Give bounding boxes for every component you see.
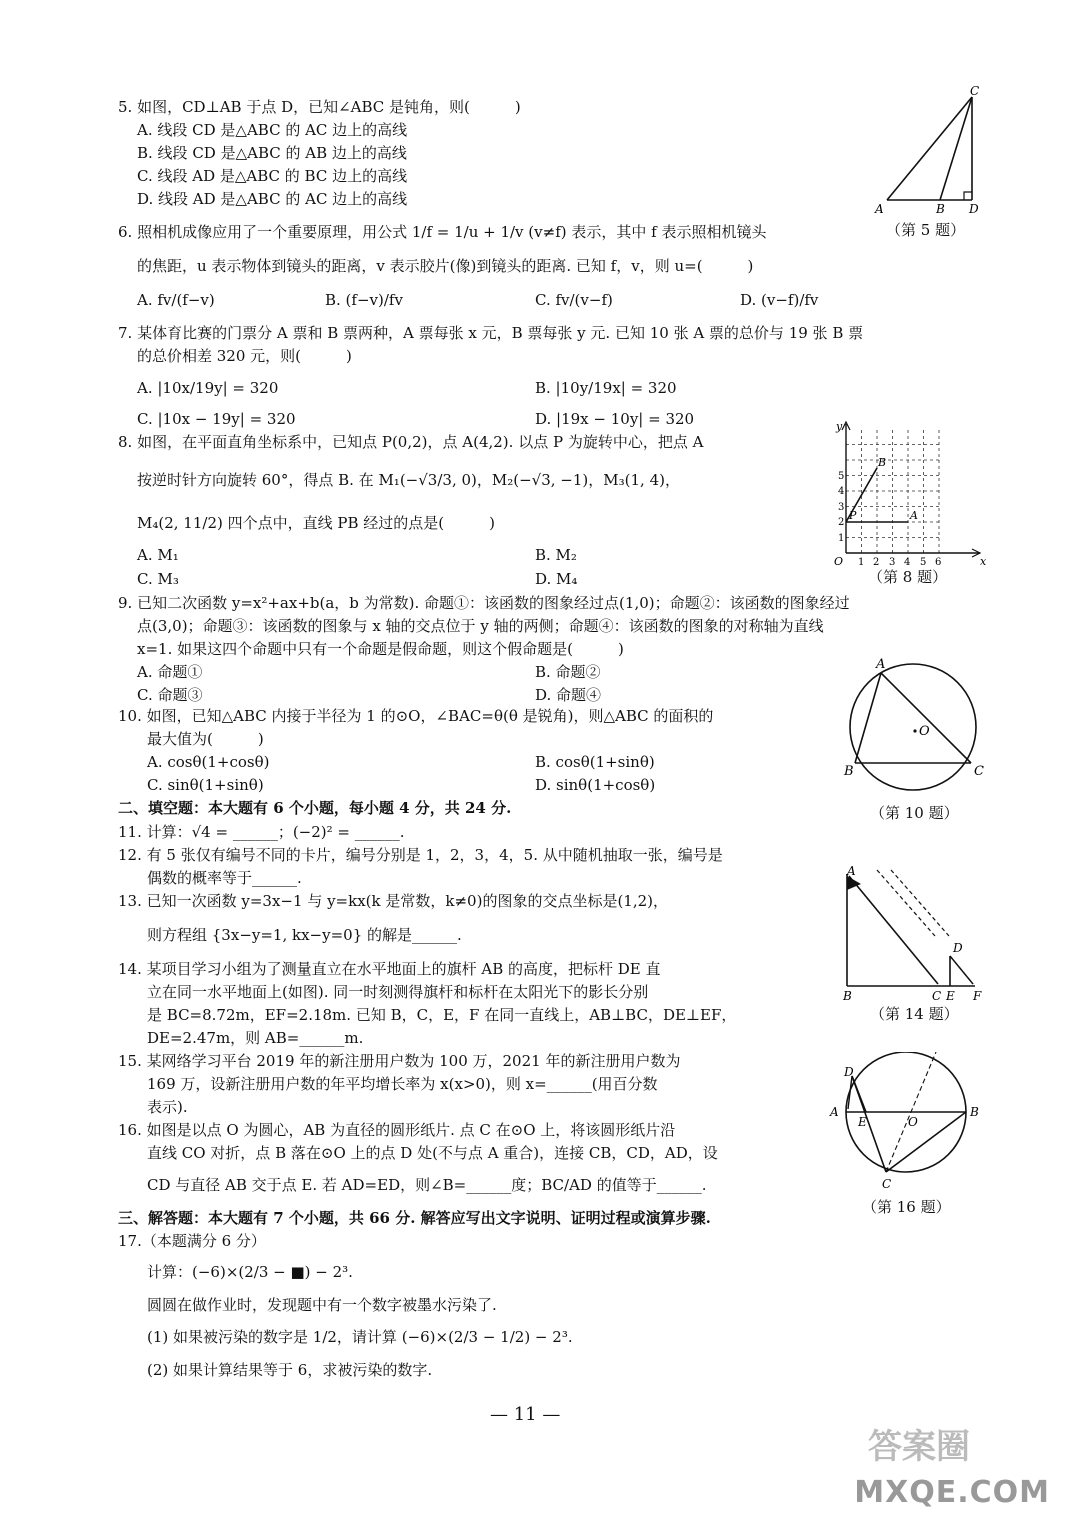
fig8-ytick-4: 4	[838, 486, 845, 497]
fig14-label-c: C	[932, 989, 942, 1003]
figure-10-caption: （第 10 题）	[870, 804, 959, 822]
q8-stem-cont2: M₄(2, 11/2) 四个点中，直线 PB 经过的点是( )	[137, 514, 495, 532]
fig16-label-e: E	[858, 1115, 867, 1129]
fig14-label-a: A	[847, 866, 856, 878]
q6-option-a: A. fv/(f−v)	[137, 291, 215, 309]
figure-10-circle	[838, 655, 993, 795]
q17-context: 圆圆在做作业时，发现题中有一个数字被墨水污染了.	[147, 1296, 497, 1314]
q8-stem-cont: 按逆时针方向旋转 60°，得点 B. 在 M₁(−√3/3, 0)，M₂(−√3, −1)，M₃(1, 4)，	[137, 471, 680, 489]
fig14-label-e: E	[946, 989, 955, 1003]
q5-option-a: A. 线段 CD 是△ABC 的 AC 边上的高线	[137, 121, 408, 139]
fig10-label-a: A	[876, 657, 886, 672]
fig8-axis-y: y	[836, 420, 843, 433]
fig10-label-b: B	[844, 764, 854, 779]
q10-option-d: D. sinθ(1+cosθ)	[535, 776, 656, 794]
fig5-label-a: A	[875, 202, 884, 216]
fig8-xtick-1: 1	[858, 557, 865, 566]
fig8-xtick-6: 6	[935, 557, 942, 566]
section-3-heading: 三、解答题：本大题有 7 个小题，共 66 分. 解答应写出文字说明、证明过程或演算步骤.	[118, 1209, 711, 1227]
fig10-label-c: C	[974, 764, 984, 779]
q16-stem: 16. 如图是以点 O 为圆心，AB 为直径的圆形纸片. 点 C 在⊙O 上，将该圆形纸片沿	[118, 1121, 676, 1139]
figure-8-coordinate-plane	[830, 418, 990, 566]
q12-stem-cont: 偶数的概率等于______.	[147, 869, 302, 887]
q6-option-c: C. fv/(v−f)	[535, 291, 613, 309]
fig8-ytick-1: 1	[838, 533, 845, 544]
fig16-label-b: B	[970, 1105, 979, 1119]
q9-option-c: C. 命题③	[137, 686, 203, 704]
q17-part-2: (2) 如果计算结果等于 6，求被污染的数字.	[147, 1361, 433, 1379]
q5-option-d: D. 线段 AD 是△ABC 的 AC 边上的高线	[137, 190, 408, 208]
q14-stem-cont: 立在同一水平地面上(如图). 同一时刻测得旗杆和标杆在太阳光下的影长分别	[147, 983, 649, 1001]
q5-option-c: C. 线段 AD 是△ABC 的 BC 边上的高线	[137, 167, 408, 185]
q10-option-a: A. cosθ(1+cosθ)	[147, 753, 270, 771]
q17-title: 17.（本题满分 6 分）	[118, 1232, 266, 1250]
q14-stem-cont3: DE=2.47m，则 AB=______m.	[147, 1029, 364, 1047]
q6-option-d: D. (v−f)/fv	[740, 291, 819, 309]
q17-expression: 计算：(−6)×(2/3 − ■) − 2³.	[147, 1263, 353, 1281]
q13-stem: 13. 已知一次函数 y=3x−1 与 y=kx(k 是常数，k≠0)的图象的交点坐标是(1,2)，	[118, 892, 668, 910]
q7-option-b: B. |10y/19x| = 320	[535, 379, 677, 397]
fig8-xtick-5: 5	[920, 557, 927, 566]
q14-stem-cont2: 是 BC=8.72m，EF=2.18m. 已知 B，C，E，F 在同一直线上，AB⊥BC，DE⊥EF，	[147, 1006, 737, 1024]
fig5-label-c: C	[970, 85, 980, 98]
fig8-ytick-3: 3	[838, 502, 845, 513]
fig10-label-o: O	[919, 724, 930, 739]
q10-option-c: C. sinθ(1+sinθ)	[147, 776, 264, 794]
section-2-heading: 二、填空题：本大题有 6 个小题，每小题 4 分，共 24 分.	[118, 799, 512, 817]
q9-stem-cont2: x=1. 如果这四个命题中只有一个命题是假命题，则这个假命题是( )	[137, 640, 624, 658]
fig8-xtick-3: 3	[889, 557, 896, 566]
figure-5-triangle	[870, 85, 990, 220]
q7-stem: 7. 某体育比赛的门票分 A 票和 B 票两种，A 票每张 x 元，B 票每张 y 元. 已知 10 张 A 票的总价与 19 张 B 票	[118, 324, 864, 342]
fig14-label-d: D	[953, 941, 963, 955]
q15-stem: 15. 某网络学习平台 2019 年的新注册用户数为 100 万，2021 年的新注册用户数为	[118, 1052, 681, 1070]
q8-option-a: A. M₁	[137, 546, 179, 564]
q15-stem-cont: 169 万，设新注册用户数的年平均增长率为 x(x>0)，则 x=______(用百分数	[147, 1075, 658, 1093]
page-number: — 11 —	[490, 1404, 561, 1425]
q7-option-d: D. |19x − 10y| = 320	[535, 410, 695, 428]
q9-stem: 9. 已知二次函数 y=x²+ax+b(a，b 为常数). 命题①：该函数的图象经过点(1,0)；命题②：该函数的图象经过	[118, 594, 850, 612]
q13-stem-cont: 则方程组 {3x−y=1, kx−y=0} 的解是______.	[147, 926, 462, 944]
q9-option-a: A. 命题①	[137, 663, 203, 681]
q15-stem-cont2: 表示).	[147, 1098, 188, 1116]
q9-stem-cont: 点(3,0)；命题③：该函数的图象与 x 轴的交点位于 y 轴的两侧；命题④：该函数的图象的对称轴为直线	[137, 617, 824, 635]
figure-8-caption: （第 8 题）	[868, 568, 948, 586]
q8-stem: 8. 如图，在平面直角坐标系中，已知点 P(0,2)，点 A(4,2). 以点 P 为旋转中心，把点 A	[118, 433, 704, 451]
q8-option-c: C. M₃	[137, 570, 179, 588]
q16-stem-cont: 直线 CO 对折，点 B 落在⊙O 上的点 D 处(不与点 A 重合)，连接 CB，CD，AD，设	[147, 1144, 718, 1162]
figure-14-caption: （第 14 题）	[870, 1005, 959, 1023]
q10-option-b: B. cosθ(1+sinθ)	[535, 753, 655, 771]
q16-stem-cont2: CD 与直径 AB 交于点 E. 若 AD=ED，则∠B=______度；BC/AD 的值等于______.	[147, 1176, 707, 1194]
q10-stem: 10. 如图，已知△ABC 内接于半径为 1 的⊙O，∠BAC=θ(θ 是锐角)，则△ABC 的面积的	[118, 707, 714, 725]
fig14-label-f: F	[973, 989, 982, 1003]
fig8-origin: O	[834, 555, 844, 566]
figure-16-caption: （第 16 题）	[862, 1198, 951, 1216]
q9-option-b: B. 命题②	[535, 663, 601, 681]
fig8-xtick-2: 2	[873, 557, 880, 566]
q9-option-d: D. 命题④	[535, 686, 602, 704]
q8-option-d: D. M₄	[535, 570, 578, 588]
fig16-label-c: C	[882, 1177, 892, 1191]
fig5-label-b: B	[936, 202, 945, 216]
q6-option-b: B. (f−v)/fv	[325, 291, 403, 309]
figure-14-flagpole	[835, 866, 990, 1006]
figure-16-circle	[826, 1052, 991, 1192]
q12-stem: 12. 有 5 张仅有编号不同的卡片，编号分别是 1，2，3，4，5. 从中随机抽取一张，编号是	[118, 846, 723, 864]
watermark-logo: 答案圈	[868, 1427, 970, 1467]
q14-stem: 14. 某项目学习小组为了测量直立在水平地面上的旗杆 AB 的高度，把标杆 DE 直	[118, 960, 661, 978]
fig8-point-a: A	[910, 509, 918, 522]
fig16-label-a: A	[830, 1105, 839, 1119]
fig16-label-o: O	[908, 1115, 918, 1129]
q10-stem-cont: 最大值为( )	[147, 730, 264, 748]
fig8-axis-x: x	[980, 555, 987, 566]
fig8-ytick-5: 5	[838, 471, 845, 482]
q7-option-a: A. |10x/19y| = 320	[137, 379, 279, 397]
fig8-xtick-4: 4	[904, 557, 911, 566]
q5-option-b: B. 线段 CD 是△ABC 的 AB 边上的高线	[137, 144, 407, 162]
watermark-text: MXQE.COM	[854, 1475, 1050, 1510]
fig16-label-d: D	[844, 1065, 854, 1079]
fig8-point-p: P	[849, 509, 857, 522]
q6-stem-cont: 的焦距，u 表示物体到镜头的距离，v 表示胶片(像)到镜头的距离. 已知 f，v，则 u=( )	[137, 257, 754, 275]
q6-stem: 6. 照相机成像应用了一个重要原理，用公式 1/f = 1/u + 1/v (v≠f) 表示，其中 f 表示照相机镜头	[118, 223, 767, 241]
q5-stem: 5. 如图，CD⊥AB 于点 D，已知∠ABC 是钝角，则( )	[118, 98, 521, 116]
fig14-label-b: B	[843, 989, 852, 1003]
q7-option-c: C. |10x − 19y| = 320	[137, 410, 296, 428]
fig5-label-d: D	[969, 202, 979, 216]
q8-option-b: B. M₂	[535, 546, 577, 564]
q7-stem-cont: 的总价相差 320 元，则( )	[137, 347, 352, 365]
q17-part-1: (1) 如果被污染的数字是 1/2，请计算 (−6)×(2/3 − 1/2) − 2³.	[147, 1328, 573, 1346]
fig8-point-b: B	[878, 456, 887, 469]
q11-stem: 11. 计算：√4 = ______；(−2)² = ______.	[118, 823, 405, 841]
figure-5-caption: （第 5 题）	[886, 221, 966, 239]
fig8-ytick-2: 2	[838, 517, 845, 528]
